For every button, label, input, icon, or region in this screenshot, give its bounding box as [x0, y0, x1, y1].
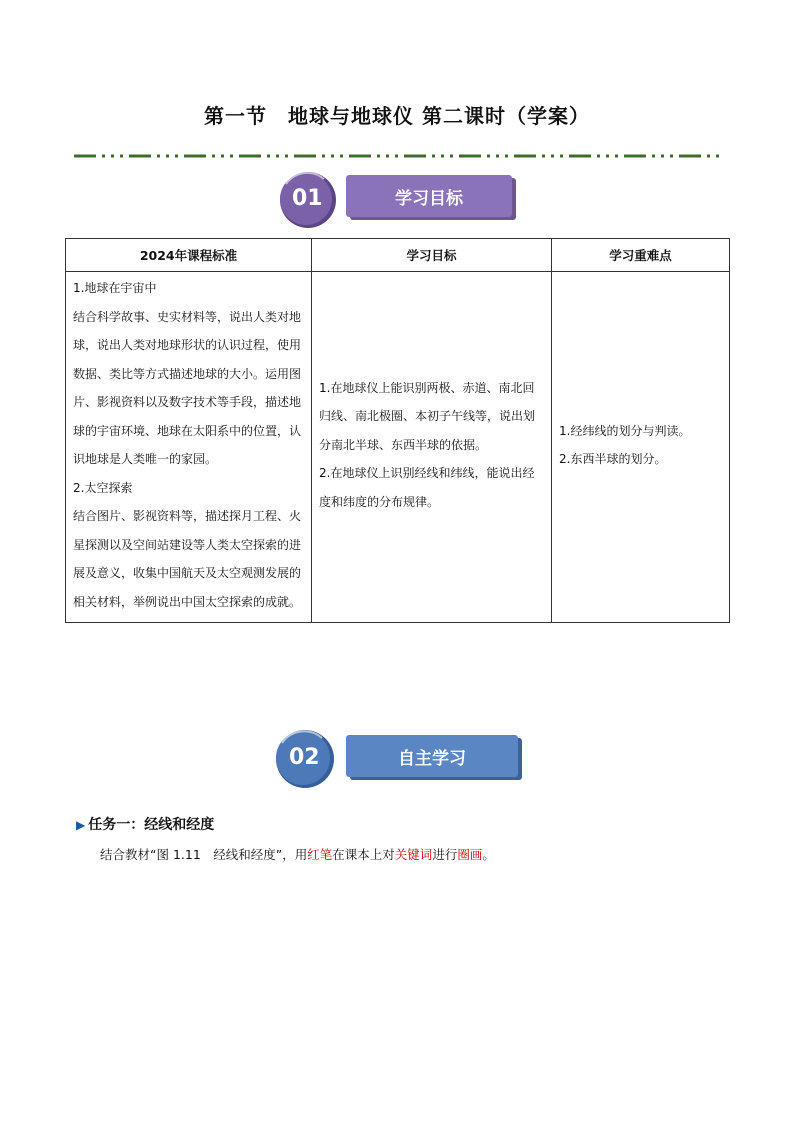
objective-2: 2.在地球仪上识别经线和纬线，能说出经度和纬度的分布规律。	[319, 466, 535, 509]
task-heading	[76, 814, 214, 834]
instruction-keywords: 关键词	[394, 847, 433, 862]
table-row	[66, 272, 730, 623]
key-point-2: 2.东西半球的划分。	[559, 452, 667, 466]
section-2-number: 02	[289, 745, 320, 770]
key-points-cell	[552, 272, 730, 623]
section-1-label: 学习目标	[395, 189, 463, 209]
header-key-difficult-points: 学习重难点	[552, 239, 730, 272]
learning-objectives-cell	[312, 272, 552, 623]
instruction-red-pen: 红笔	[307, 847, 333, 862]
section-badge-1	[276, 170, 518, 230]
learning-goals-table	[65, 238, 730, 623]
standard-heading-1: 1.地球在宇宙中	[73, 281, 157, 295]
table-header-row	[66, 239, 730, 272]
triangle-bullet-icon: ▶	[76, 818, 86, 832]
standard-text-2: 结合图片、影视资料等，描述探月工程、火星探测以及空间站建设等人类太空探索的进展及意义，收集中国航天及太空观测发展的相关材料，举例说出中国太空探索的成就。	[73, 509, 302, 609]
instruction-end: 。	[482, 847, 495, 862]
section-2-label: 自主学习	[398, 749, 466, 769]
task-heading-text: 任务一：经线和经度	[88, 817, 215, 833]
standard-heading-2: 2.太空探索	[73, 480, 133, 495]
key-point-1: 1.经纬线的划分与判读。	[559, 423, 691, 438]
instruction-circle: 圈画	[457, 847, 483, 862]
objective-1: 1.在地球仪上能识别两极、赤道、南北回归线、南北极圈、本初子午线等，说出划分南北半球、东西半球的依据。	[319, 380, 536, 452]
instruction-mid2: 进行	[432, 847, 458, 862]
title-divider	[74, 152, 724, 160]
page-title: 第一节 地球与地球仪 第二课时（学案）	[204, 104, 590, 128]
task-instruction	[100, 845, 495, 863]
header-learning-objectives: 学习目标	[312, 239, 552, 272]
instruction-pre: 结合教材“图 1.11 经线和经度”，用	[100, 847, 308, 862]
instruction-mid: 在课本上对	[332, 847, 395, 862]
curriculum-standard-cell	[66, 272, 312, 623]
section-1-number: 01	[292, 186, 323, 211]
header-curriculum-standard: 2024年课程标准	[66, 239, 312, 272]
section-badge-2	[272, 728, 524, 790]
standard-text-1: 结合科学故事、史实材料等，说出人类对地球，说出人类对地球形状的认识过程，使用数据、类比等方式描述地球的大小。运用图片、影视资料以及数字技术等手段，描述地球的宇宙环境、地球在太阳系中的位置，认识地球是人类唯一的家园。	[73, 309, 302, 466]
